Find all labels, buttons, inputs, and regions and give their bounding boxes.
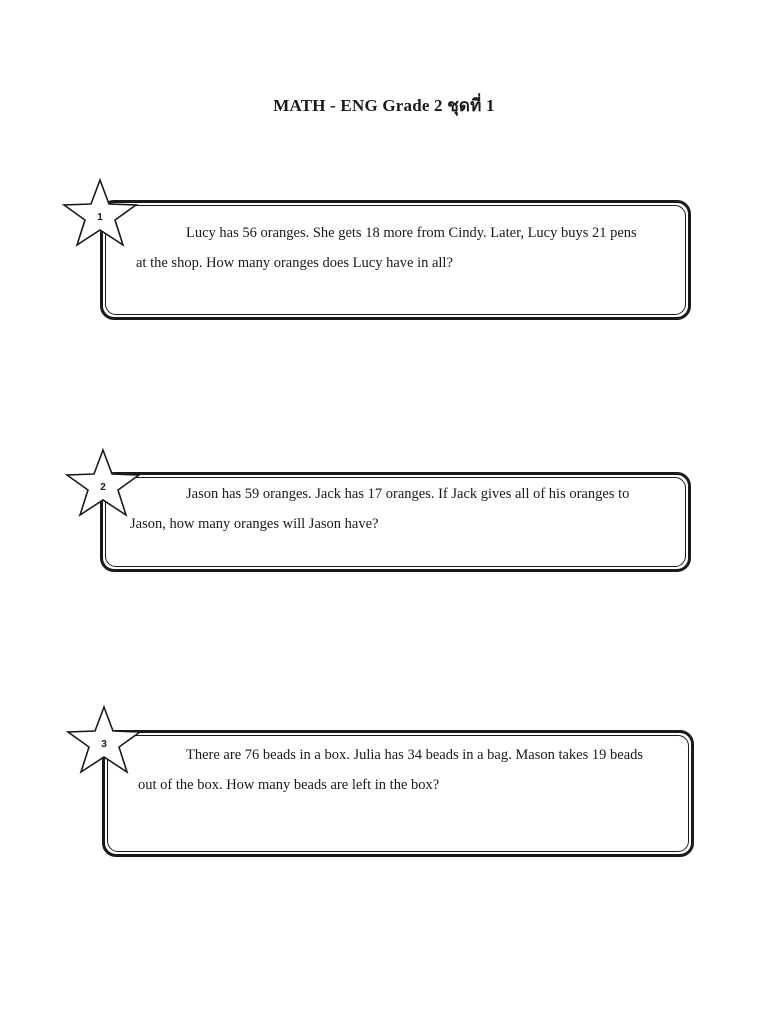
question-2-line-2: Jason, how many oranges will Jason have? [130,516,379,532]
question-text-2 [130,479,675,539]
star-badge-1 [60,178,140,248]
question-text-3 [138,740,683,800]
question-number-2: 2 [100,481,106,493]
question-number-3: 3 [101,738,107,750]
worksheet-title: MATH - ENG Grade 2 ชุดที่ 1 [273,96,495,115]
question-text-1 [136,218,676,278]
question-1-line-2: at the shop. How many oranges does Lucy have in all? [136,255,453,271]
question-3-line-1: There are 76 beads in a box. Julia has 34 beads in a bag. Mason takes 19 beads [186,747,644,763]
question-3-line-2: out of the box. How many beads are left in the box? [138,777,440,793]
question-2-line-1: Jason has 59 oranges. Jack has 17 oranges. If Jack gives all of his oranges to [186,486,630,502]
question-number-1: 1 [97,211,103,223]
star-badge-3 [64,705,144,775]
question-1-line-1: Lucy has 56 oranges. She gets 18 more from Cindy. Later, Lucy buys 21 pens [186,225,637,241]
